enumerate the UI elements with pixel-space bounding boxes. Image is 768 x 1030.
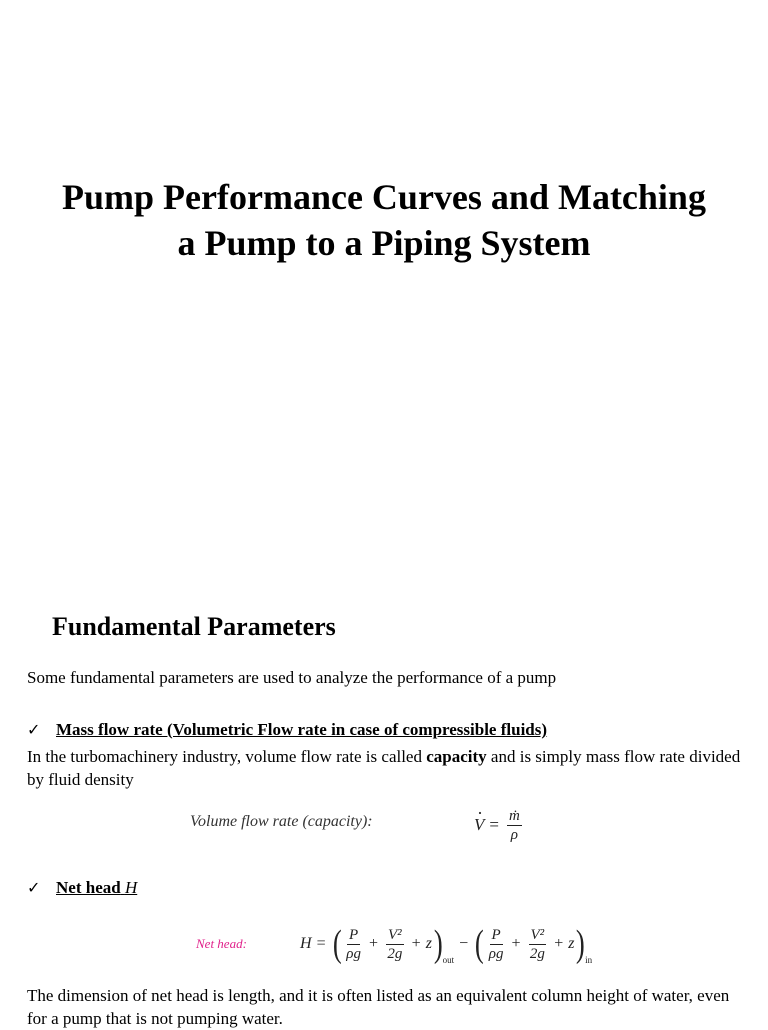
elevation-term-out: z: [425, 935, 432, 952]
net-head-text: Net head: [56, 878, 121, 897]
checkmark-icon: ✓: [27, 878, 41, 897]
checkmark-icon: ✓: [27, 720, 41, 739]
velocity-term-in: $\frac{\text{V²}}{2g}$: [529, 926, 545, 962]
velocity-term-out: $\frac{\text{V²}}{2g}$: [387, 926, 403, 962]
net-head-label: Net head:: [196, 936, 247, 951]
elevation-term-in: z: [568, 935, 575, 952]
bullet-net-head: [27, 876, 137, 899]
net-head-formula: H = ( $\frac{P}{\rho g}$ + $\frac{\text{V²}}{2g}$ + z ) out − ( $\frac{P}{\rho g}$ + $\frac{\text{V²}}{2g}$ + z ) in: [300, 923, 593, 965]
intro-paragraph: Some fundamental parameters are used to analyze the performance of a pump: [27, 668, 557, 687]
bullet-mass-flow: [27, 718, 547, 741]
volume-flow-label: Volume flow rate (capacity):: [190, 813, 373, 830]
bullet-net-head-label: [56, 876, 137, 899]
fraction-denominator: ρ: [510, 826, 518, 843]
bullet-mass-flow-label: Mass flow rate (Volumetric Flow rate in case of compressible fluids): [56, 720, 548, 739]
capacity-term: capacity: [426, 747, 487, 766]
capacity-text-after: and is simply mass flow rate divided by fluid density: [27, 747, 741, 789]
pressure-term-in: $\frac{P}{\rho g}$: [488, 926, 504, 962]
dimension-paragraph: The dimension of net head is length, and it is often listed as an equivalent column height of water, even for a pump that is not pumping water.: [27, 986, 730, 1028]
volume-flow-formula: · V = $\frac{\text{ṁ}}{\rho}$: [474, 800, 525, 850]
fraction-numerator: ṁ: [508, 807, 520, 824]
net-head-symbol: H: [124, 878, 138, 897]
title-line-1: Pump Performance Curves and Matching: [62, 177, 706, 217]
capacity-paragraph: [27, 745, 747, 791]
volume-symbol: · V: [474, 815, 484, 835]
title-line-2: a Pump to a Piping System: [177, 223, 591, 263]
mass-over-density-fraction: [507, 807, 522, 844]
section-heading: Fundamental Parameters: [52, 612, 336, 641]
net-head-equation: [0, 916, 768, 972]
subscript-in: in: [585, 955, 593, 965]
page-title: [0, 174, 768, 266]
pressure-term-out: $\frac{P}{\rho g}$: [346, 926, 361, 962]
capacity-text-before: In the turbomachinery industry, volume flow rate is called: [27, 747, 427, 766]
head-symbol: H: [300, 935, 312, 952]
volume-flow-equation: [0, 800, 768, 850]
subscript-out: out: [442, 955, 455, 965]
